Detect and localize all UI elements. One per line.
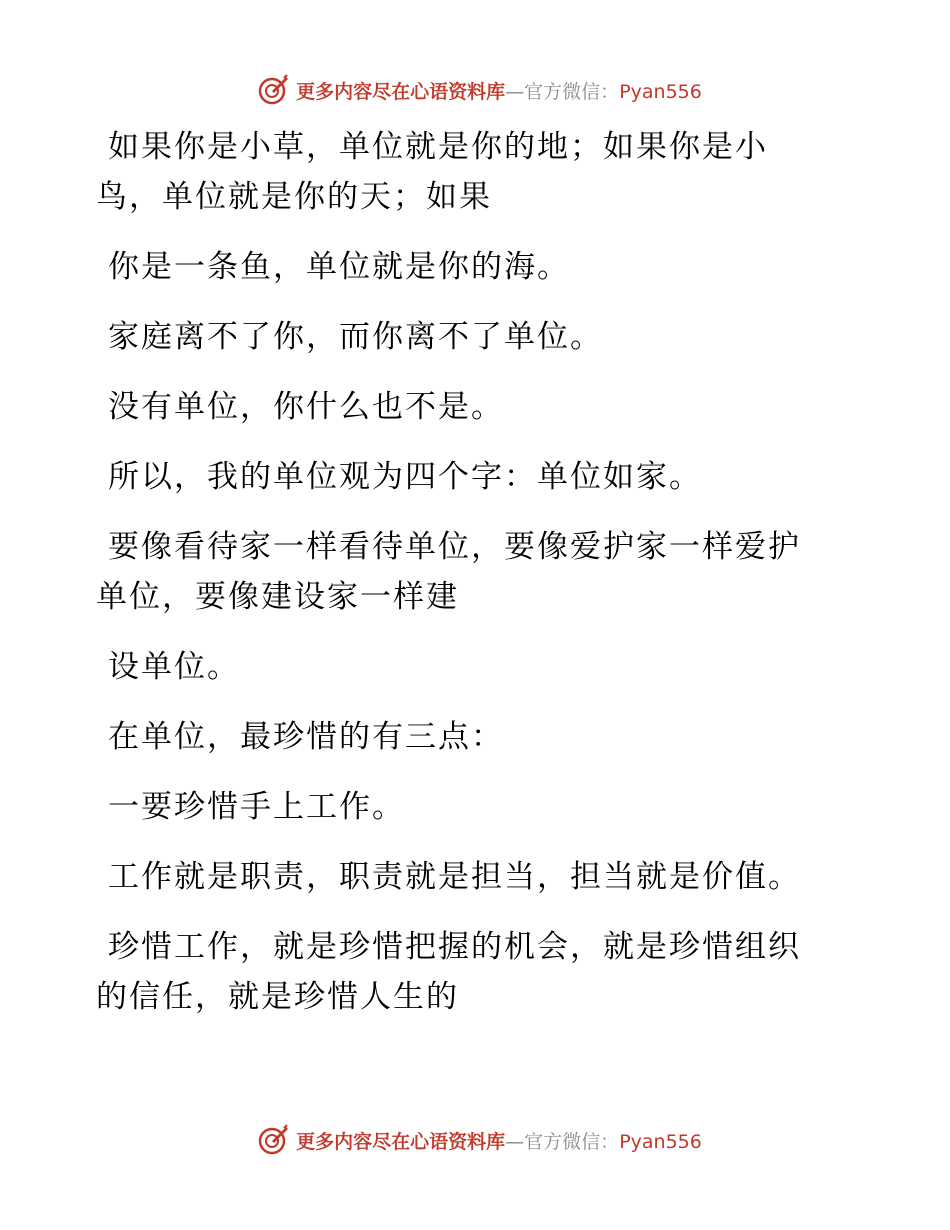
header-watermark-dash: —: [505, 80, 525, 103]
footer-watermark-id: Pyan556: [619, 1130, 702, 1153]
header-watermark-sub: 官方微信：: [524, 80, 620, 103]
paragraph-line: [96, 242, 856, 292]
paragraph-text: 在单位，最珍惜的有三点：: [108, 719, 504, 755]
paragraph-gap: [96, 762, 856, 782]
paragraph-text: 家庭离不了你，而你离不了单位。: [108, 319, 603, 355]
paragraph-line: [96, 782, 856, 832]
paragraph-text: 所以，我的单位观为四个字：单位如家。: [108, 459, 702, 495]
pen-logo-icon: [258, 74, 290, 106]
paragraph: [96, 642, 856, 692]
footer-watermark-inner: [248, 1124, 702, 1156]
footer-watermark-sub: 官方微信：: [524, 1130, 620, 1153]
paragraph-gap: [96, 832, 856, 852]
footer-watermark-dash: —: [505, 1130, 525, 1153]
paragraph: [96, 242, 856, 292]
header-watermark-banner: [0, 70, 950, 110]
paragraph-line: [96, 852, 856, 902]
paragraph-line: [96, 522, 856, 572]
footer-watermark-banner: [0, 1120, 950, 1160]
paragraph-gap: [96, 222, 856, 242]
pen-logo-icon: [258, 1124, 290, 1156]
paragraph-line: [96, 122, 856, 172]
footer-watermark-main: 更多内容尽在心语资料库: [296, 1130, 506, 1153]
paragraph: [96, 382, 856, 432]
paragraph-line: [96, 382, 856, 432]
paragraph-gap: [96, 502, 856, 522]
paragraph-line: [96, 922, 856, 972]
paragraph: [96, 852, 856, 902]
paragraph-text: 如果你是小草，单位就是你的地；如果你是小: [108, 129, 768, 165]
paragraph: [96, 452, 856, 502]
paragraph-text: 你是一条鱼，单位就是你的海。: [108, 249, 570, 285]
paragraph-gap: [96, 622, 856, 642]
paragraph-text: 没有单位，你什么也不是。: [108, 389, 504, 425]
paragraph-line: [96, 172, 856, 222]
paragraph-line: [96, 452, 856, 502]
header-watermark-text: [296, 77, 702, 104]
header-watermark-id: Pyan556: [619, 80, 702, 103]
paragraph: [96, 122, 856, 222]
paragraph-text: 一要珍惜手上工作。: [108, 789, 405, 825]
paragraph: [96, 522, 856, 622]
paragraph-line: [96, 642, 856, 692]
paragraph-text: 设单位。: [108, 649, 240, 685]
paragraph-text: 的信任，就是珍惜人生的: [96, 979, 459, 1015]
paragraph-gap: [96, 432, 856, 452]
paragraph-text: 鸟，单位就是你的天；如果: [96, 179, 492, 215]
footer-watermark-text: [296, 1127, 702, 1154]
paragraph: [96, 312, 856, 362]
header-watermark-inner: [248, 74, 702, 106]
paragraph-line: [96, 572, 856, 622]
paragraph-line: [96, 312, 856, 362]
paragraph-line: [96, 712, 856, 762]
document-body: [96, 122, 856, 1022]
paragraph-line: [96, 972, 856, 1022]
paragraph-gap: [96, 292, 856, 312]
paragraph-gap: [96, 692, 856, 712]
paragraph-text: 要像看待家一样看待单位，要像爱护家一样爱护: [108, 529, 801, 565]
paragraph-text: 工作就是职责，职责就是担当，担当就是价值。: [108, 859, 801, 895]
paragraph: [96, 782, 856, 832]
paragraph-gap: [96, 362, 856, 382]
paragraph: [96, 922, 856, 1022]
paragraph-text: 单位，要像建设家一样建: [96, 579, 459, 615]
paragraph-text: 珍惜工作，就是珍惜把握的机会，就是珍惜组织: [108, 929, 801, 965]
paragraph: [96, 712, 856, 762]
header-watermark-main: 更多内容尽在心语资料库: [296, 80, 506, 103]
paragraph-gap: [96, 902, 856, 922]
